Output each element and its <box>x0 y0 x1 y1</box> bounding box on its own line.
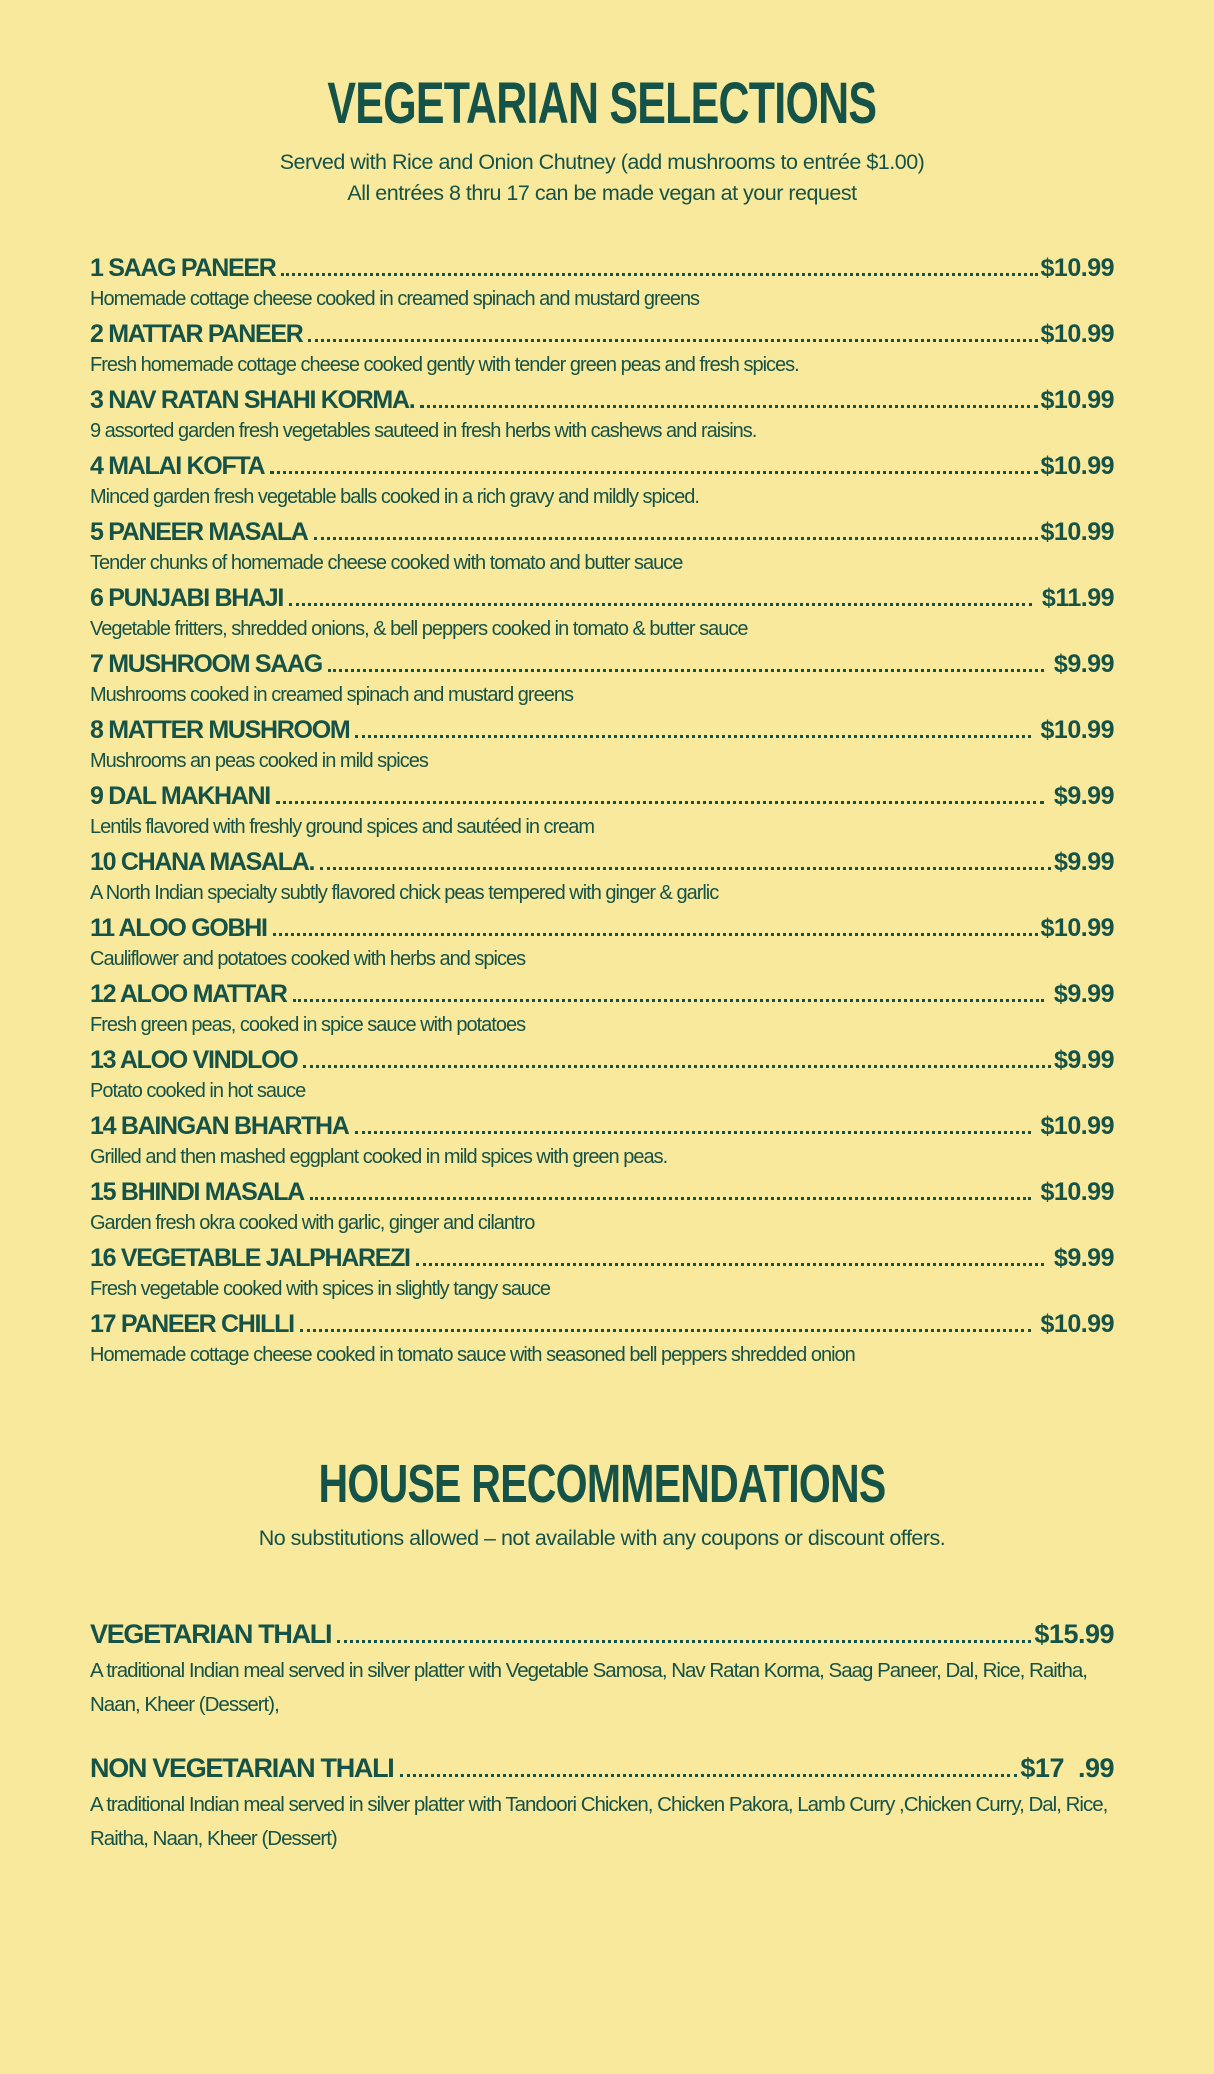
item-price: $10.99 <box>1034 1177 1114 1206</box>
menu-item-15 <box>90 1177 1114 1238</box>
item-description: Minced garden fresh vegetable balls cooked in a rich gravy and mildly spiced. <box>90 485 699 508</box>
vegetarian-section-header <box>90 71 1114 209</box>
item-name: 10 CHANA MASALA. <box>90 847 315 876</box>
menu-item-17 <box>90 1309 1114 1370</box>
item-price: $10.99 <box>1040 517 1114 546</box>
menu-item-8 <box>90 715 1114 776</box>
dotted-leader <box>416 1263 1045 1266</box>
item-description: Potato cooked in hot sauce <box>90 1079 306 1102</box>
menu-item-row <box>90 517 1114 548</box>
item-description: Vegetable fritters, shredded onions, & bell peppers cooked in tomato & butter sauce <box>90 617 748 640</box>
item-description: A traditional Indian meal served in silver platter with Tandoori Chicken, Chicken Pakora, Lamb Curry ,Chicken Curry, Dal, Rice, Raitha, Naan, Kheer (Dessert) <box>90 1792 1108 1850</box>
vegetarian-section-subtitle-1: Served with Rice and Onion Chutney (add mushrooms to entrée $1.00) <box>279 149 925 174</box>
menu-item-row <box>90 847 1114 878</box>
item-price: $9.99 <box>1047 649 1114 678</box>
item-description: Homemade cottage cheese cooked in creamed spinach and mustard greens <box>90 287 700 310</box>
dotted-leader <box>303 1065 1051 1068</box>
menu-item-row <box>90 1045 1114 1076</box>
item-description: Fresh homemade cottage cheese cooked gently with tender green peas and fresh spices. <box>90 353 799 376</box>
menu-item-row <box>90 1243 1114 1274</box>
item-price: $10.99 <box>1034 1309 1114 1338</box>
item-description: Lentils flavored with freshly ground spices and sautéed in cream <box>90 815 595 838</box>
dotted-leader <box>320 867 1051 870</box>
item-price: $9.99 <box>1053 1045 1114 1074</box>
item-price: $11.99 <box>1035 583 1114 612</box>
item-description: Garden fresh okra cooked with garlic, ginger and cilantro <box>90 1211 535 1234</box>
item-description: A North Indian specialty subtly flavored chick peas tempered with ginger & garlic <box>90 881 719 904</box>
item-name: 2 MATTAR PANEER <box>90 319 303 348</box>
house-section-subtitle: No substitutions allowed – not available with any coupons or discount offers. <box>258 1525 946 1550</box>
dotted-leader <box>276 801 1045 804</box>
menu-item-row <box>90 979 1114 1010</box>
dotted-leader <box>400 1774 1018 1777</box>
menu-item-7 <box>90 649 1114 710</box>
house-section-title: HOUSE RECOMMENDATIONS <box>318 1453 886 1514</box>
dotted-leader <box>273 933 1038 936</box>
dotted-leader <box>355 1131 1032 1134</box>
menu-item-row <box>90 451 1114 482</box>
item-description: Fresh green peas, cooked in spice sauce with potatoes <box>90 1013 526 1036</box>
vegetarian-section-subtitle-2: All entrées 8 thru 17 can be made vegan at your request <box>347 180 857 205</box>
item-name: 7 MUSHROOM SAAG <box>90 649 322 678</box>
vegetarian-items-list <box>90 253 1114 1370</box>
menu-item-1 <box>90 253 1114 314</box>
menu-item-row <box>90 781 1114 812</box>
item-name: 5 PANEER MASALA <box>90 517 308 546</box>
item-name: 15 BHINDI MASALA <box>90 1177 304 1206</box>
menu-item-row <box>90 715 1114 746</box>
menu-item-13 <box>90 1045 1114 1106</box>
dotted-leader <box>293 999 1045 1002</box>
menu-item-11 <box>90 913 1114 974</box>
item-description: Mushrooms cooked in creamed spinach and mustard greens <box>90 683 573 706</box>
menu-item-row <box>90 1618 1114 1651</box>
dotted-leader <box>420 405 1037 408</box>
menu-item-16 <box>90 1243 1114 1304</box>
item-name: 17 PANEER CHILLI <box>90 1309 294 1338</box>
item-name: VEGETARIAN THALI <box>90 1618 332 1649</box>
item-name: 8 MATTER MUSHROOM <box>90 715 350 744</box>
item-name: 14 BAINGAN BHARTHA <box>90 1111 349 1140</box>
menu-item-non-vegetarian-thali <box>90 1752 1114 1856</box>
menu-item-9 <box>90 781 1114 842</box>
menu-item-3 <box>90 385 1114 446</box>
item-name: 3 NAV RATAN SHAHI KORMA. <box>90 385 415 414</box>
item-name: 16 VEGETABLE JALPHAREZI <box>90 1243 410 1272</box>
item-price: $10.99 <box>1034 1111 1114 1140</box>
dotted-leader <box>270 471 1037 474</box>
menu-item-row <box>90 1177 1114 1208</box>
menu-item-row <box>90 583 1114 614</box>
item-price: $15.99 <box>1034 1618 1114 1649</box>
dotted-leader <box>355 735 1031 738</box>
menu-item-6 <box>90 583 1114 644</box>
item-price: $9.99 <box>1047 1243 1114 1272</box>
item-name: 1 SAAG PANEER <box>90 253 276 282</box>
item-name: NON VEGETARIAN THALI <box>90 1752 394 1783</box>
item-description: 9 assorted garden fresh vegetables sauteed in fresh herbs with cashews and raisins. <box>90 419 757 442</box>
item-name: 9 DAL MAKHANI <box>90 781 270 810</box>
dotted-leader <box>337 1640 1031 1643</box>
dotted-leader <box>281 273 1037 276</box>
item-price: $10.99 <box>1040 385 1114 414</box>
menu-item-4 <box>90 451 1114 512</box>
item-price: $9.99 <box>1053 847 1114 876</box>
menu-item-row <box>90 253 1114 284</box>
menu-item-vegetarian-thali <box>90 1618 1114 1722</box>
menu-item-row <box>90 1111 1114 1142</box>
item-description: A traditional Indian meal served in silver platter with Vegetable Samosa, Nav Ratan Korma, Saag Paneer, Dal, Rice, Raitha, Naan, Kheer (Dessert), <box>90 1658 1087 1716</box>
house-items-list <box>90 1618 1114 1856</box>
item-description: Fresh vegetable cooked with spices in slightly tangy sauce <box>90 1277 551 1300</box>
menu-item-row <box>90 1309 1114 1340</box>
menu-item-row <box>90 319 1114 350</box>
menu-item-10 <box>90 847 1114 908</box>
dotted-leader <box>314 537 1038 540</box>
dotted-leader <box>308 339 1037 342</box>
vegetarian-section-title: VEGETARIAN SELECTIONS <box>327 71 877 136</box>
item-price: $9.99 <box>1047 781 1114 810</box>
item-description: Tender chunks of homemade cheese cooked with tomato and butter sauce <box>90 551 683 574</box>
item-price: $10.99 <box>1040 253 1114 282</box>
menu-item-row <box>90 649 1114 680</box>
menu-item-row <box>90 1752 1114 1785</box>
item-description: Mushrooms an peas cooked in mild spices <box>90 749 428 772</box>
item-price: $10.99 <box>1034 715 1114 744</box>
menu-item-14 <box>90 1111 1114 1172</box>
menu-item-row <box>90 913 1114 944</box>
item-price: $17 .99 <box>1020 1752 1114 1783</box>
item-price: $10.99 <box>1040 913 1114 942</box>
menu-item-row <box>90 385 1114 416</box>
menu-item-12 <box>90 979 1114 1040</box>
menu-item-5 <box>90 517 1114 578</box>
item-name: 4 MALAI KOFTA <box>90 451 265 480</box>
dotted-leader <box>289 603 1032 606</box>
item-description: Cauliflower and potatoes cooked with herbs and spices <box>90 947 526 970</box>
item-description: Homemade cottage cheese cooked in tomato sauce with seasoned bell peppers shredded onion <box>90 1343 855 1366</box>
item-price: $9.99 <box>1047 979 1114 1008</box>
item-price: $10.99 <box>1040 451 1114 480</box>
item-name: 11 ALOO GOBHI <box>90 913 267 942</box>
item-description: Grilled and then mashed eggplant cooked in mild spices with green peas. <box>90 1145 668 1168</box>
dotted-leader <box>328 669 1045 672</box>
menu-page <box>0 71 1214 1856</box>
dotted-leader <box>310 1197 1031 1200</box>
item-price: $10.99 <box>1040 319 1114 348</box>
menu-item-2 <box>90 319 1114 380</box>
item-name: 13 ALOO VINDLOO <box>90 1045 298 1074</box>
item-name: 12 ALOO MATTAR <box>90 979 287 1008</box>
house-section-header <box>90 1453 1114 1554</box>
dotted-leader <box>300 1329 1031 1332</box>
item-name: 6 PUNJABI BHAJI <box>90 583 284 612</box>
